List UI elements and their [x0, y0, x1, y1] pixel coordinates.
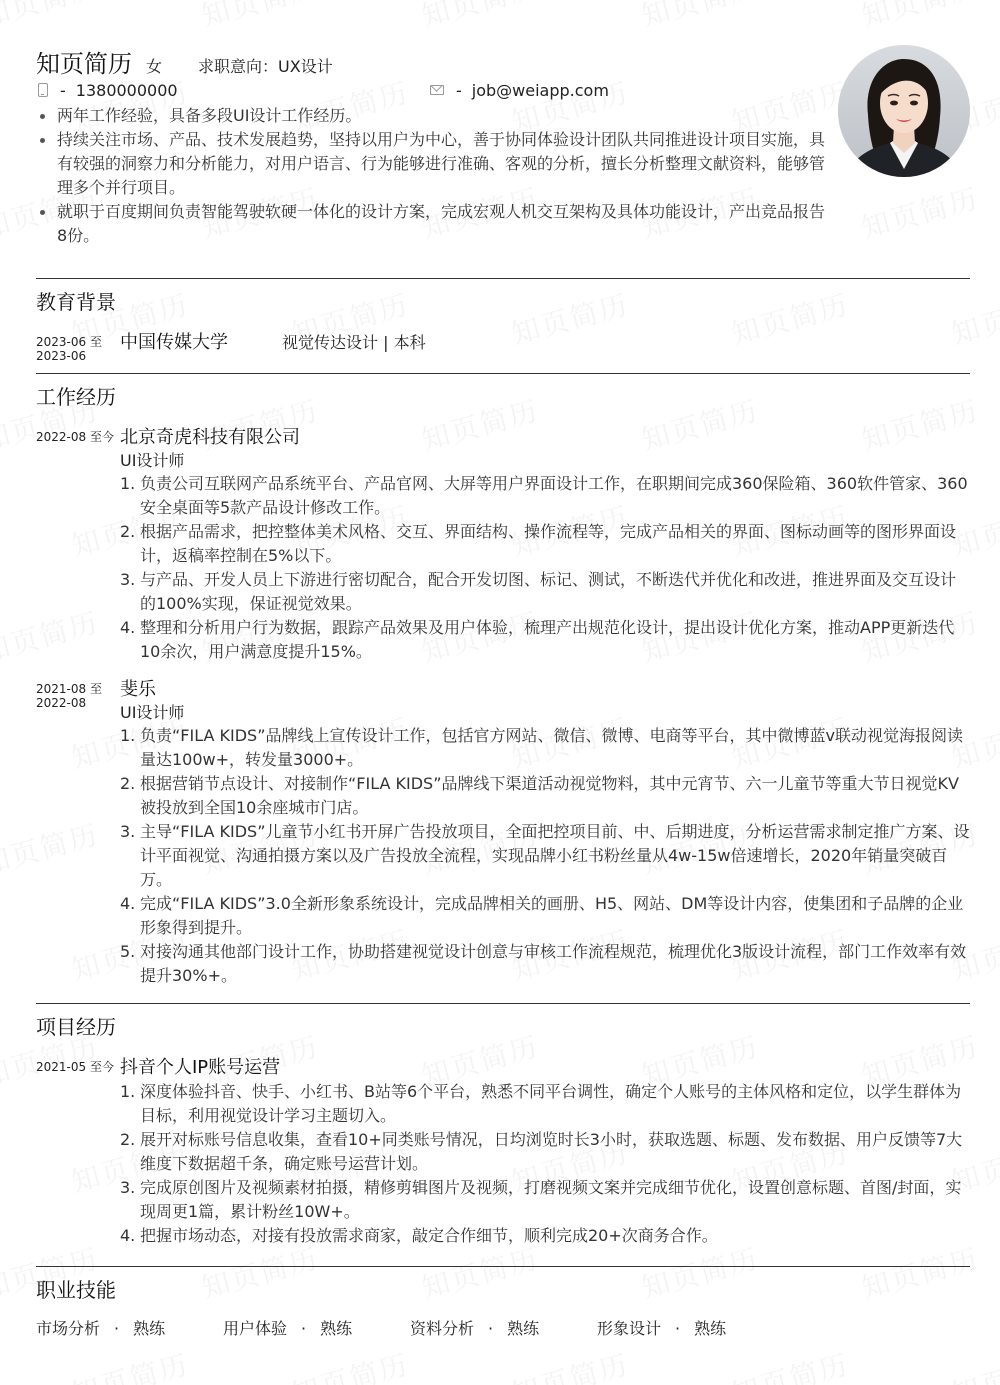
- date-start: 2021-08 至: [36, 682, 102, 696]
- duty-item: 1. 负责公司互联网产品系统平台、产品官网、大屏等用户界面设计工作，在职期间完成360保险箱、360软件管家、360安全桌面等5款产品设计修改工作。: [120, 474, 968, 517]
- date-start: 2023-06 至: [36, 335, 102, 349]
- duty-item: 3. 与产品、开发人员上下游进行密切配合，配合开发切图、标记、测试，不断迭代并优化和改进，推进界面及交互设计的100%实现，保证视觉效果。: [120, 570, 957, 613]
- duty-item: 3. 完成原创图片及视频素材拍摄，精修剪辑图片及视频，打磨视频文案并完成细节优化，设置创意标题、首图/封面，实现周更1篇，累计粉丝10W+。: [120, 1178, 962, 1221]
- work-section: [36, 373, 970, 1003]
- phone-icon: [38, 83, 48, 97]
- duty-list: [120, 472, 970, 664]
- project-entry: [36, 1056, 970, 1248]
- contact-row: [36, 78, 826, 102]
- duty-item: 4. 把握市场动态，对接有投放需求商家，敲定合作细节，顺利完成20+次商务合作。: [120, 1226, 718, 1245]
- name-row: [36, 44, 826, 78]
- duty-item: 2. 根据营销节点设计、对接制作“FILA KIDS”品牌线下渠道活动视觉物料，其中元宵节、六一儿童节等重大节日视觉KV被投放到全国10余座城市门店。: [120, 774, 959, 817]
- duty-item: 3. 主导“FILA KIDS”儿童节小红书开屏广告投放项目，全面把控项目前、中、后期进度，分析运营需求制定推广方案、设计平面视觉、沟通拍摄方案以及广告投放全流程，实现品牌小红书粉丝量从4w-15w倍速增长，2020年销量突破百万。: [120, 822, 970, 889]
- avatar: [838, 45, 970, 177]
- avatar-photo: [838, 45, 970, 177]
- phone-separator: -: [60, 80, 66, 100]
- skill-item: 形象设计 · 熟练: [597, 1319, 727, 1338]
- company-name: 斐乐: [120, 679, 156, 700]
- date-end: 2023-06: [36, 349, 87, 363]
- project-body: [120, 1056, 970, 1248]
- education-date: [36, 335, 116, 363]
- skills-section: [36, 1266, 970, 1356]
- work-entry: [36, 426, 970, 664]
- school-name: 中国传媒大学: [120, 332, 228, 353]
- email-address: job@weiapp.com: [471, 80, 609, 100]
- candidate-gender: 女: [146, 57, 163, 76]
- duty-item: 2. 根据产品需求，把控整体美术风格、交互、界面结构、操作流程等，完成产品相关的界面、图标动画等的图形界面设计，返稿率控制在5%以下。: [120, 522, 957, 565]
- job-role: UI设计师: [120, 451, 185, 470]
- projects-section: [36, 1003, 970, 1265]
- work-body: [120, 678, 970, 988]
- project-date: [36, 1060, 116, 1074]
- duty-list: [120, 724, 970, 988]
- project-name: 抖音个人IP账号运营: [120, 1057, 281, 1078]
- summary-item: 持续关注市场、产品、技术发展趋势，坚持以用户为中心，善于协同体验设计团队共同推进设计项目实施，具有较强的洞察力和分析能力，对用户语言、行为能够进行准确、客观的分析，擅长分析整理文献资料，能够管理多个并行项目。: [36, 128, 826, 200]
- skills-title: 职业技能: [36, 1278, 116, 1302]
- mail-icon: [430, 85, 444, 95]
- duty-item: 5. 对接沟通其他部门设计工作，协助搭建视觉设计创意与审核工作流程规范，梳理优化3版设计流程，部门工作效率有效提升30%+。: [120, 942, 967, 985]
- duty-item: 2. 展开对标账号信息收集，查看10+同类账号情况，日均浏览时长3小时，获取选题、标题、发布数据、用户反馈等7大维度下数据超千条，确定账号运营计划。: [120, 1130, 963, 1173]
- work-body: [120, 426, 970, 664]
- work-title: 工作经历: [36, 385, 116, 409]
- date-start: 2021-05 至今: [36, 1060, 114, 1074]
- date-start: 2022-08 至今: [36, 430, 114, 444]
- duty-item: 1. 深度体验抖音、快手、小红书、B站等6个平台，熟悉不同平台调性，确定个人账号的主体风格和定位，以学生群体为目标，利用视觉设计学习主题切入。: [120, 1082, 962, 1125]
- skill-list: [36, 1317, 970, 1341]
- email-contact: [428, 81, 820, 100]
- skill-item: 资料分析 · 熟练: [410, 1319, 540, 1338]
- duty-item: 4. 完成“FILA KIDS”3.0全新形象系统设计，完成品牌相关的画册、H5、网站、DM等设计内容，使集团和子品牌的企业形象得到提升。: [120, 894, 964, 937]
- phone-number: 1380000000: [75, 80, 178, 100]
- date-end: 2022-08: [36, 696, 87, 710]
- job-role: UI设计师: [120, 703, 185, 722]
- education-body: [120, 331, 970, 355]
- email-separator: -: [456, 80, 462, 100]
- summary-list: [36, 104, 826, 248]
- skill-item: 用户体验 · 熟练: [223, 1319, 353, 1338]
- duty-item: 4. 整理和分析用户行为数据，跟踪产品效果及用户体验，梳理产出规范化设计，提出设计优化方案，推动APP更新迭代10余次，用户满意度提升15%。: [120, 618, 955, 661]
- candidate-name: 知页简历: [36, 50, 132, 78]
- work-entry: [36, 678, 970, 988]
- education-title: 教育背景: [36, 290, 116, 314]
- major-degree: 视觉传达设计 | 本科: [282, 333, 426, 352]
- duty-item: 1. 负责“FILA KIDS”品牌线上宣传设计工作，包括官方网站、微信、微博、电商等平台，其中微博蓝v联动视觉海报阅读量达100w+，转发量3000+。: [120, 726, 963, 769]
- phone-contact: [36, 81, 428, 100]
- projects-title: 项目经历: [36, 1015, 116, 1039]
- job-intent: 求职意向：UX设计: [198, 57, 333, 76]
- skill-item: 市场分析 · 熟练: [36, 1319, 166, 1338]
- summary-item: 就职于百度期间负责智能驾驶软硬一体化的设计方案，完成宏观人机交互架构及具体功能设计，产出竞品报告8份。: [36, 200, 826, 248]
- summary-item: 两年工作经验，具备多段UI设计工作经历。: [36, 104, 826, 128]
- education-section: [36, 278, 970, 372]
- education-entry: [36, 331, 970, 363]
- duty-list: [120, 1080, 970, 1248]
- company-name: 北京奇虎科技有限公司: [120, 427, 300, 448]
- work-date: [36, 682, 116, 710]
- work-date: [36, 430, 116, 444]
- resume-header: [36, 44, 826, 248]
